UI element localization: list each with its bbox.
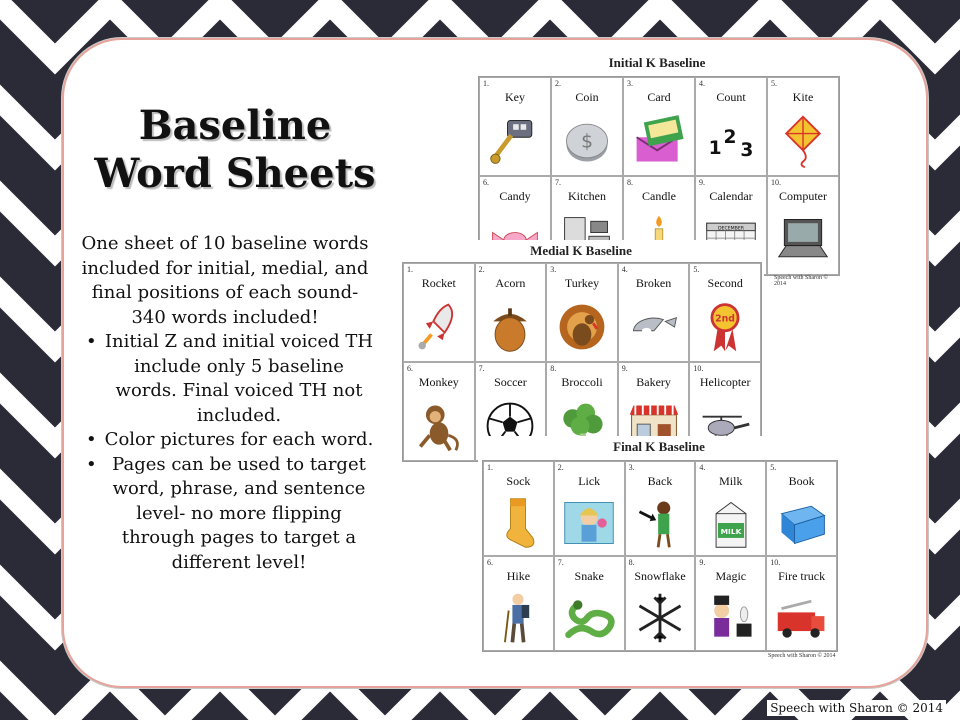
word-cell	[479, 77, 551, 176]
cell-word: Candy	[499, 189, 531, 203]
cell-number: 3.	[628, 463, 635, 472]
svg-text:MILK: MILK	[720, 526, 742, 536]
cell-number: 2.	[555, 79, 561, 88]
cell-number: 9.	[699, 558, 706, 567]
word-cell	[695, 461, 766, 556]
cell-number: 9.	[621, 364, 628, 373]
cell-word: Rocket	[421, 276, 456, 290]
cell-word: Book	[788, 474, 815, 488]
kite-icon	[768, 108, 838, 173]
cell-word: Key	[505, 90, 525, 104]
cell-word: Acorn	[495, 276, 526, 290]
sock-icon	[484, 492, 553, 553]
cell-word: Sock	[506, 474, 531, 488]
rocket-icon	[404, 294, 474, 359]
sheet-title: Final K Baseline	[613, 439, 705, 454]
cell-word: Helicopter	[699, 375, 751, 389]
cell-number: 1.	[407, 265, 413, 274]
footer-credit: Speech with Sharon © 2014	[767, 700, 946, 716]
cell-word: Broccoli	[561, 375, 603, 389]
word-cell	[475, 263, 547, 362]
word-cell	[625, 461, 696, 556]
svg-text:1: 1	[708, 137, 722, 159]
numbers-icon	[696, 108, 766, 173]
cell-number: 10.	[771, 178, 781, 187]
fire-truck-icon	[767, 587, 836, 648]
sheet-title: Medial K Baseline	[530, 243, 632, 258]
cell-word: Milk	[719, 474, 743, 488]
bullet-list	[76, 330, 374, 575]
word-cell	[554, 461, 625, 556]
cell-word: Computer	[779, 189, 827, 203]
final-baseline-sheet	[478, 436, 840, 660]
cell-word: Back	[647, 474, 673, 488]
sheet-title: Initial K Baseline	[608, 55, 706, 70]
svg-text:3: 3	[740, 139, 754, 161]
word-cell	[767, 77, 839, 176]
cell-word: Second	[707, 276, 743, 290]
cell-number: 6.	[407, 364, 413, 373]
cell-number: 4.	[699, 463, 706, 472]
cell-word: Monkey	[418, 375, 459, 389]
milk-carton-icon	[696, 492, 765, 553]
acorn-icon	[476, 294, 546, 359]
cell-number: 10.	[693, 364, 704, 373]
cell-word: Calendar	[709, 189, 753, 203]
word-cell	[623, 77, 695, 176]
cell-number: 9.	[699, 178, 705, 187]
cell-word: Coin	[575, 90, 599, 104]
magician-icon	[696, 587, 765, 648]
coin-icon	[552, 108, 622, 173]
page-title	[90, 102, 380, 198]
cell-number: 7.	[478, 364, 485, 373]
broken-disc-icon	[619, 294, 689, 359]
medial-baseline-sheet	[398, 240, 764, 462]
cell-number: 8.	[627, 178, 633, 187]
cell-word: Snake	[574, 569, 604, 583]
cell-number: 4.	[699, 79, 705, 88]
cell-word: Candle	[642, 189, 676, 203]
word-cell	[483, 461, 554, 556]
turkey-icon	[547, 294, 617, 359]
word-cell	[767, 176, 839, 275]
snake-icon	[555, 587, 624, 648]
monkey-icon	[404, 393, 474, 458]
word-cell	[554, 556, 625, 651]
cell-number: 5.	[693, 265, 700, 274]
cell-number: 5.	[770, 463, 777, 472]
word-cell	[625, 556, 696, 651]
key-icon	[480, 108, 550, 173]
cell-number: 1.	[483, 79, 489, 88]
word-grid	[482, 460, 838, 652]
cell-word: Card	[647, 90, 671, 104]
description-block	[76, 232, 374, 575]
cell-number: 8.	[628, 558, 635, 567]
svg-text:2nd: 2nd	[715, 312, 736, 324]
bullet-item: • Initial Z and initial voiced TH include only 5 baseline words. Final voiced TH not included.	[76, 330, 374, 428]
cell-number: 2.	[478, 265, 485, 274]
cell-number: 1.	[487, 463, 493, 472]
cell-number: 6.	[487, 558, 493, 567]
word-cell	[551, 77, 623, 176]
ribbon-icon	[690, 294, 760, 359]
cell-number: 7.	[557, 558, 564, 567]
cell-word: Kite	[792, 90, 814, 104]
word-cell	[695, 77, 767, 176]
word-cell	[766, 556, 837, 651]
word-cell	[546, 263, 618, 362]
hiker-icon	[484, 587, 553, 648]
card-icon	[624, 108, 694, 173]
cell-number: 10.	[770, 558, 781, 567]
word-cell	[403, 362, 475, 461]
cell-number: 6.	[483, 178, 489, 187]
cell-number: 7.	[555, 178, 561, 187]
svg-text:DECEMBER: DECEMBER	[717, 226, 745, 232]
word-cell	[618, 263, 690, 362]
sheet-credit: Speech with Sharon © 2014	[774, 275, 829, 287]
cell-word: Snowflake	[634, 569, 686, 583]
cell-number: 3.	[627, 79, 633, 88]
snowflake-icon	[626, 587, 695, 648]
word-cell	[766, 461, 837, 556]
title-line-2: Word Sheets	[94, 150, 376, 197]
lollipop-girl-icon	[555, 492, 624, 553]
book-icon	[767, 492, 836, 553]
word-cell	[483, 556, 554, 651]
cell-word: Turkey	[564, 276, 600, 290]
title-line-1: Baseline	[138, 102, 332, 149]
cell-number: 8.	[550, 364, 557, 373]
back-girl-icon	[626, 492, 695, 553]
bullet-item: • Pages can be used to target word, phrase, and sentence level- no more flipping through pages to target a different level!	[76, 453, 374, 576]
word-cell	[689, 263, 761, 362]
cell-number: 5.	[771, 79, 777, 88]
cell-number: 2.	[557, 463, 564, 472]
cell-word: Kitchen	[568, 189, 606, 203]
cell-word: Hike	[506, 569, 531, 583]
cell-word: Lick	[578, 474, 601, 488]
bullet-item: • Color pictures for each word.	[76, 428, 374, 453]
chevron-stripe	[0, 0, 960, 11]
svg-text:$: $	[581, 131, 593, 153]
cell-word: Bakery	[636, 375, 671, 389]
cell-number: 4.	[621, 265, 628, 274]
cell-word: Broken	[635, 276, 672, 290]
cell-word: Soccer	[494, 375, 527, 389]
cell-word: Magic	[715, 569, 747, 583]
svg-text:2: 2	[723, 126, 737, 148]
word-cell	[695, 556, 766, 651]
cell-word: Fire truck	[778, 569, 826, 583]
cell-number: 3.	[550, 265, 557, 274]
sheet-credit: Speech with Sharon © 2014	[768, 653, 836, 659]
laptop-icon	[768, 207, 838, 272]
description: One sheet of 10 baseline words included for initial, medial, and final positions of each sound- 340 words included!	[81, 233, 369, 328]
word-grid	[402, 262, 762, 462]
cell-word: Count	[716, 90, 746, 104]
word-cell	[403, 263, 475, 362]
